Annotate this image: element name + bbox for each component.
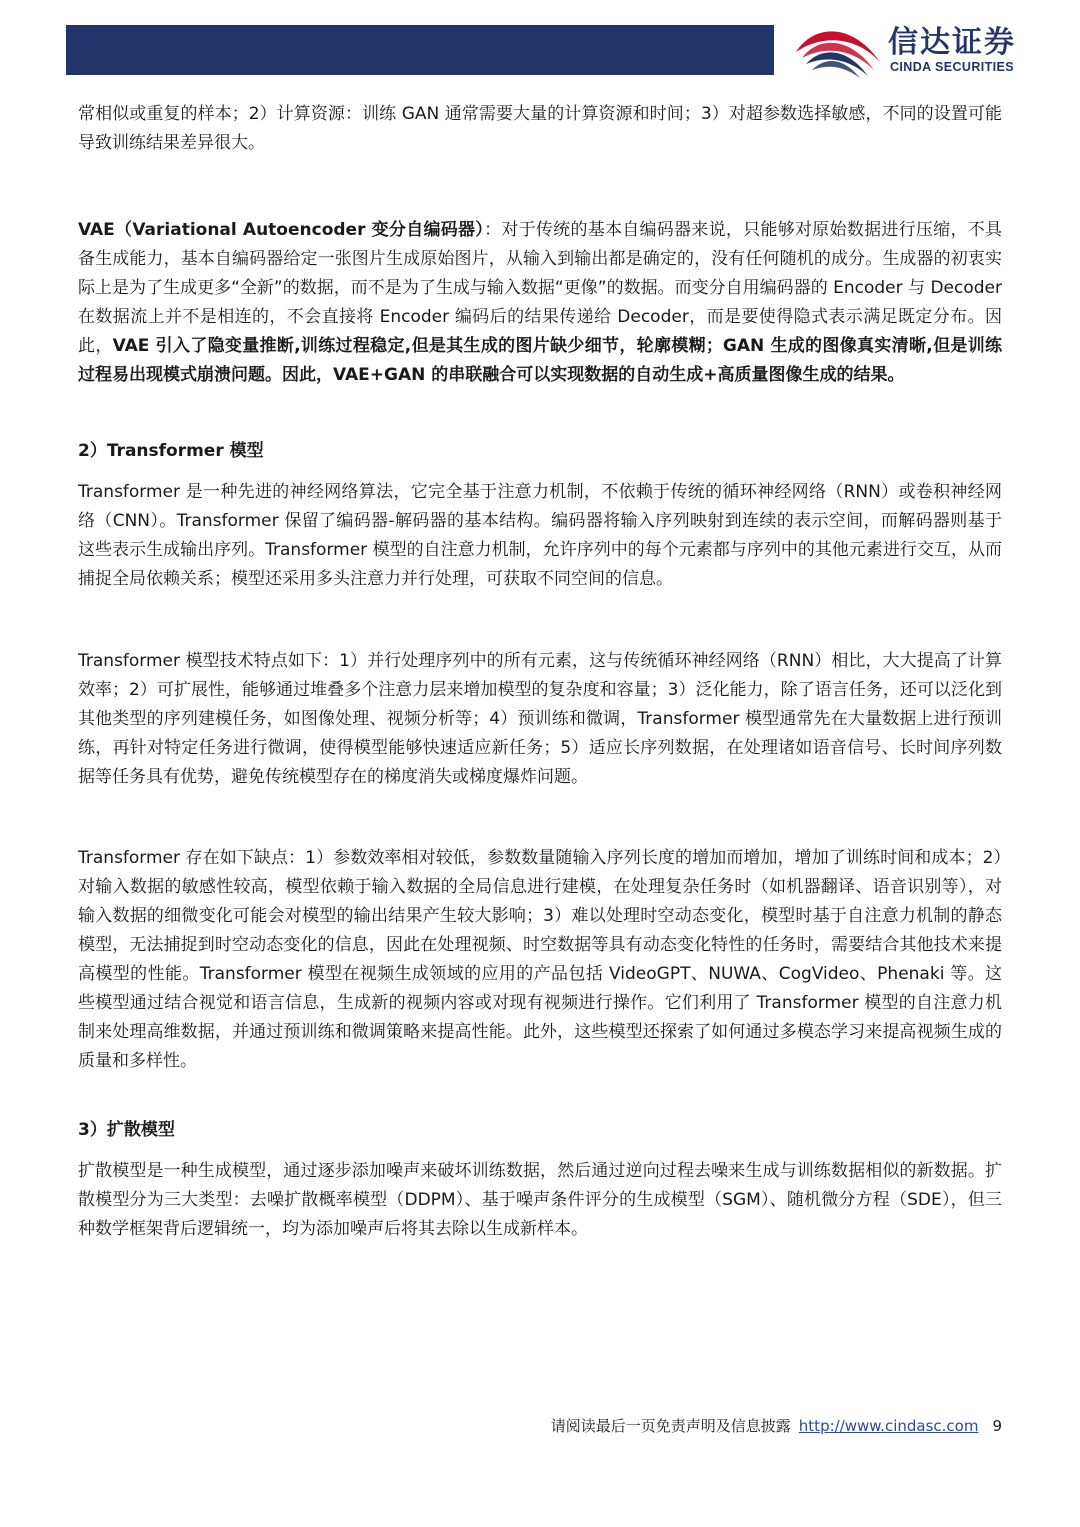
vae-lead-text: VAE（Variational Autoencoder 变分自编码器） — [78, 220, 485, 240]
logo-swoosh-icon — [792, 22, 884, 78]
paragraph-transformer-features: Transformer 模型技术特点如下：1）并行处理序列中的所有元素，这与传统循环神经网络（RNN）相比，大大提高了计算效率；2）可扩展性，能够通过堆叠多个注意力层来增加模型的复杂度和容量；3）泛化能力，除了语言任务，还可以泛化到其他类型的序列建模任务，如图像处理、视频分析等；4）预训练和微调，Transformer 模型通常先在大量数据上进行预训练，再针对特定任务进行微调，使得模型能够快速适应新任务；5）适应长序列数据，在处理诸如语音信号、长时间序列数据等任务具有优势，避免传统模型存在的梯度消失或梯度爆炸问题。 — [78, 651, 1002, 787]
paragraph-diffusion: 扩散模型是一种生成模型，通过逐步添加噪声来破坏训练数据，然后通过逆向过程去噪来生成与训练数据相似的新数据。扩散模型分为三大类型：去噪扩散概率模型（DDPM）、基于噪声条件评分的生成模型（SGM）、随机微分方程（SDE），但三种数学框架背后逻辑统一，均为添加噪声后将其去除以生成新样本。 — [78, 1161, 1002, 1239]
footer-website-link[interactable]: http://www.cindasc.com — [798, 1417, 979, 1435]
report-body — [78, 100, 1002, 1244]
vae-body-text: ：对于传统的基本自编码器来说，只能够对原始数据进行压缩，不具备生成能力，基本自编码器给定一张图片生成原始图片，从输入到输出都是确定的，没有任何随机的成分。生成器的初衷实际上是为了生成更多“全新”的数据，而不是为了生成与输入数据“更像”的数据。而变分自用编码器的 Encoder 与 Decoder 在数据流上并不是相连的，不会直接将 Encoder 编码后的结果传递给 Decoder，而是要使得隐式表示满足既定分布。因此， — [78, 220, 1003, 356]
logo-name-cn: 信达证券 — [888, 25, 1016, 60]
page-number: 9 — [992, 1417, 1002, 1435]
section-heading-diffusion: 3）扩散模型 — [78, 1120, 175, 1140]
paragraph-vae — [78, 216, 1002, 390]
logo-name-en: CINDA SECURITIES — [890, 60, 1015, 74]
paragraph-transformer-drawbacks: Transformer 存在如下缺点：1）参数效率相对较低，参数数量随输入序列长度的增加而增加，增加了训练时间和成本；2）对输入数据的敏感性较高，模型依赖于输入数据的全局信息进行建模，在处理复杂任务时（如机器翻译、语音识别等），对输入数据的细微变化可能会对模型的输出结果产生较大影响；3）难以处理时空动态变化，模型时基于自注意力机制的静态模型，无法捕捉到时空动态变化的信息，因此在处理视频、时空数据等具有动态变化特性的任务时，需要结合其他技术来提高模型的性能。Transformer 模型在视频生成领域的应用的产品包括 VideoGPT、NUWA、CogVideo、Phenaki 等。这些模型通过结合视觉和语言信息，生成新的视频内容或对现有视频进行操作。它们利用了 Transformer 模型的自注意力机制来处理高维数据，并通过预训练和微调策略来提高性能。此外，这些模型还探索了如何通过多模态学习来提高视频生成的质量和多样性。 — [78, 848, 1002, 1071]
paragraph-transformer-intro: Transformer 是一种先进的神经网络算法，它完全基于注意力机制，不依赖于传统的循环神经网络（RNN）或卷积神经网络（CNN）。Transformer 保留了编码器-解码器的基本结构。编码器将输入序列映射到连续的表示空间，而解码器则基于这些表示生成输出序列。Transformer 模型的自注意力机制，允许序列中的每个元素都与序列中的其他元素进行交互，从而捕捉全局依赖关系；模型还采用多头注意力并行处理，可获取不同空间的信息。 — [78, 482, 1002, 589]
page-footer — [551, 1415, 1002, 1437]
company-logo — [792, 22, 1062, 78]
vae-conclusion-text: VAE 引入了隐变量推断,训练过程稳定,但是其生成的图片缺少细节，轮廓模糊；GAN 生成的图像真实清晰,但是训练过程易出现模式崩溃问题。因此，VAE+GAN 的串联融合可以实现数据的自动生成+高质量图像生成的结果。 — [78, 336, 1003, 385]
section-heading-transformer: 2）Transformer 模型 — [78, 441, 264, 461]
header-bar — [66, 25, 774, 75]
paragraph-gan-limitations: 常相似或重复的样本；2）计算资源：训练 GAN 通常需要大量的计算资源和时间；3）对超参数选择敏感，不同的设置可能导致训练结果差异很大。 — [78, 104, 1002, 153]
footer-disclaimer: 请阅读最后一页免责声明及信息披露 — [550, 1417, 791, 1435]
